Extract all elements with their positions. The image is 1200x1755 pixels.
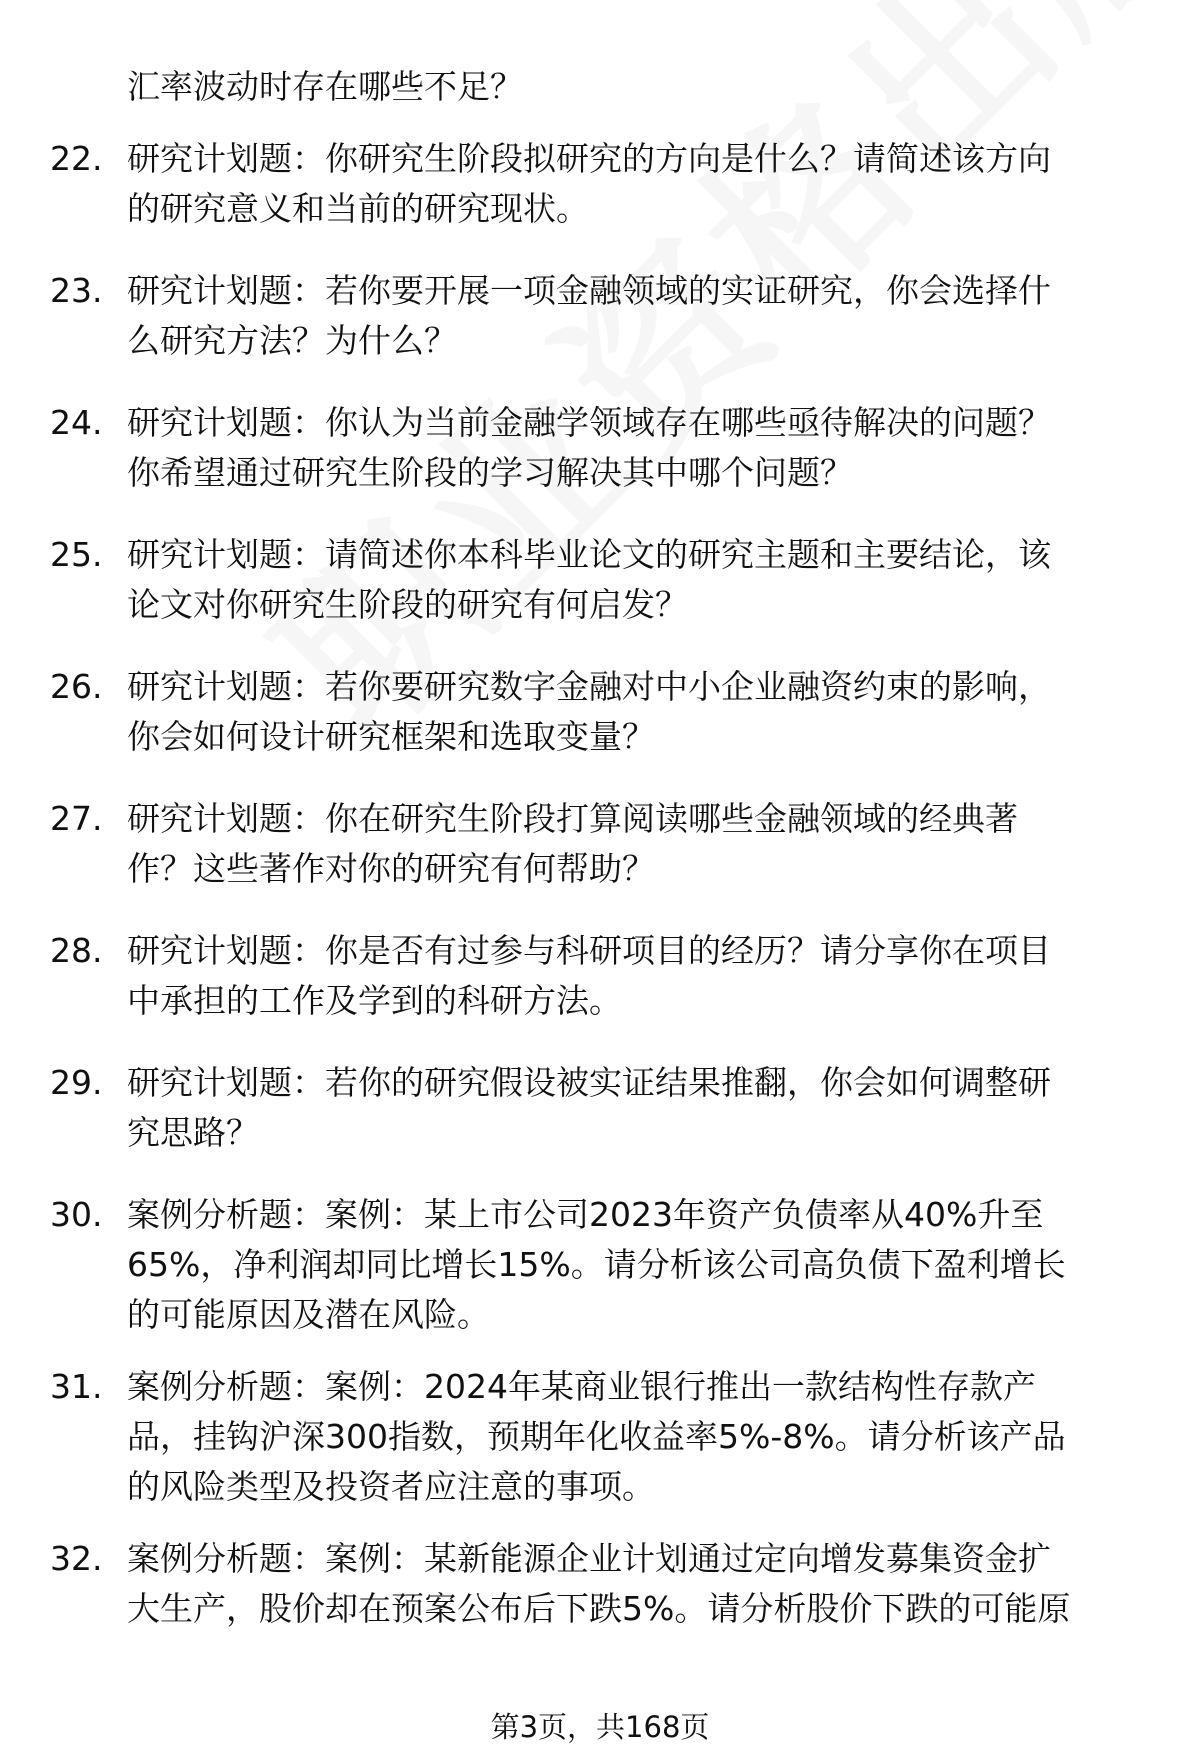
question-item <box>50 1190 1160 1362</box>
question-number: 27. <box>50 799 103 838</box>
question-list <box>50 134 1160 1666</box>
question-line: 研究计划题：请简述你本科毕业论文的研究主题和主要结论，该 <box>127 535 1051 574</box>
question-item <box>50 266 1160 398</box>
question-line: 的研究意义和当前的研究现状。 <box>127 189 589 228</box>
question-text <box>127 794 1187 894</box>
question-item <box>50 1058 1160 1190</box>
page-number-footer: 第3页，共168页 <box>490 1710 710 1744</box>
continued-question-text: 汇率波动时存在哪些不足？ <box>127 67 523 106</box>
question-number: 29. <box>50 1063 103 1102</box>
question-item <box>50 662 1160 794</box>
question-text <box>127 926 1187 1026</box>
question-line: 你希望通过研究生阶段的学习解决其中哪个问题？ <box>127 453 853 492</box>
question-text <box>127 1362 1187 1512</box>
question-text <box>127 398 1187 498</box>
question-number: 32. <box>50 1539 103 1578</box>
question-line: 品，挂钩沪深300指数，预期年化收益率5%-8%。请分析该产品 <box>127 1417 1066 1456</box>
question-number: 23. <box>50 271 103 310</box>
question-text <box>127 134 1187 234</box>
question-line: 的可能原因及潜在风险。 <box>127 1295 490 1334</box>
question-number: 25. <box>50 535 103 574</box>
question-line: 作？这些著作对你的研究有何帮助？ <box>127 849 655 888</box>
question-number: 30. <box>50 1195 103 1234</box>
question-number: 22. <box>50 139 103 178</box>
question-item <box>50 134 1160 266</box>
question-text <box>127 1190 1187 1340</box>
question-line: 案例分析题：案例：某上市公司2023年资产负债率从40%升至 <box>127 1195 1044 1234</box>
question-line: 大生产，股价却在预案公布后下跌5%。请分析股价下跌的可能原 <box>127 1589 1071 1628</box>
question-text <box>127 662 1187 762</box>
question-number: 26. <box>50 667 103 706</box>
question-item <box>50 926 1160 1058</box>
question-text <box>127 1534 1187 1634</box>
question-line: 么研究方法？为什么？ <box>127 321 457 360</box>
question-line: 案例分析题：案例：某新能源企业计划通过定向增发募集资金扩 <box>127 1539 1051 1578</box>
question-line: 研究计划题：若你要研究数字金融对中小企业融资约束的影响， <box>127 667 1051 706</box>
question-item <box>50 398 1160 530</box>
question-item <box>50 1534 1160 1666</box>
question-line: 研究计划题：若你要开展一项金融领域的实证研究，你会选择什 <box>127 271 1051 310</box>
question-line: 案例分析题：案例：2024年某商业银行推出一款结构性存款产 <box>127 1367 1036 1406</box>
question-text <box>127 530 1187 630</box>
question-line: 论文对你研究生阶段的研究有何启发？ <box>127 585 688 624</box>
question-line: 研究计划题：若你的研究假设被实证结果推翻，你会如何调整研 <box>127 1063 1051 1102</box>
question-line: 研究计划题：你研究生阶段拟研究的方向是什么？请简述该方向 <box>127 139 1051 178</box>
question-line: 研究计划题：你是否有过参与科研项目的经历？请分享你在项目 <box>127 931 1051 970</box>
question-line: 65%，净利润却同比增长15%。请分析该公司高负债下盈利增长 <box>127 1245 1066 1284</box>
question-line: 你会如何设计研究框架和选取变量？ <box>127 717 655 756</box>
question-number: 31. <box>50 1367 103 1406</box>
question-number: 24. <box>50 403 103 442</box>
question-line: 研究计划题：你在研究生阶段打算阅读哪些金融领域的经典著 <box>127 799 1018 838</box>
question-line: 研究计划题：你认为当前金融学领域存在哪些亟待解决的问题？ <box>127 403 1051 442</box>
question-item <box>50 1362 1160 1534</box>
question-number: 28. <box>50 931 103 970</box>
question-text <box>127 266 1187 366</box>
question-line: 中承担的工作及学到的科研方法。 <box>127 981 622 1020</box>
question-text <box>127 1058 1187 1158</box>
question-line: 的风险类型及投资者应注意的事项。 <box>127 1467 655 1506</box>
question-line: 究思路？ <box>127 1113 259 1152</box>
question-item <box>50 794 1160 926</box>
question-item <box>50 530 1160 662</box>
